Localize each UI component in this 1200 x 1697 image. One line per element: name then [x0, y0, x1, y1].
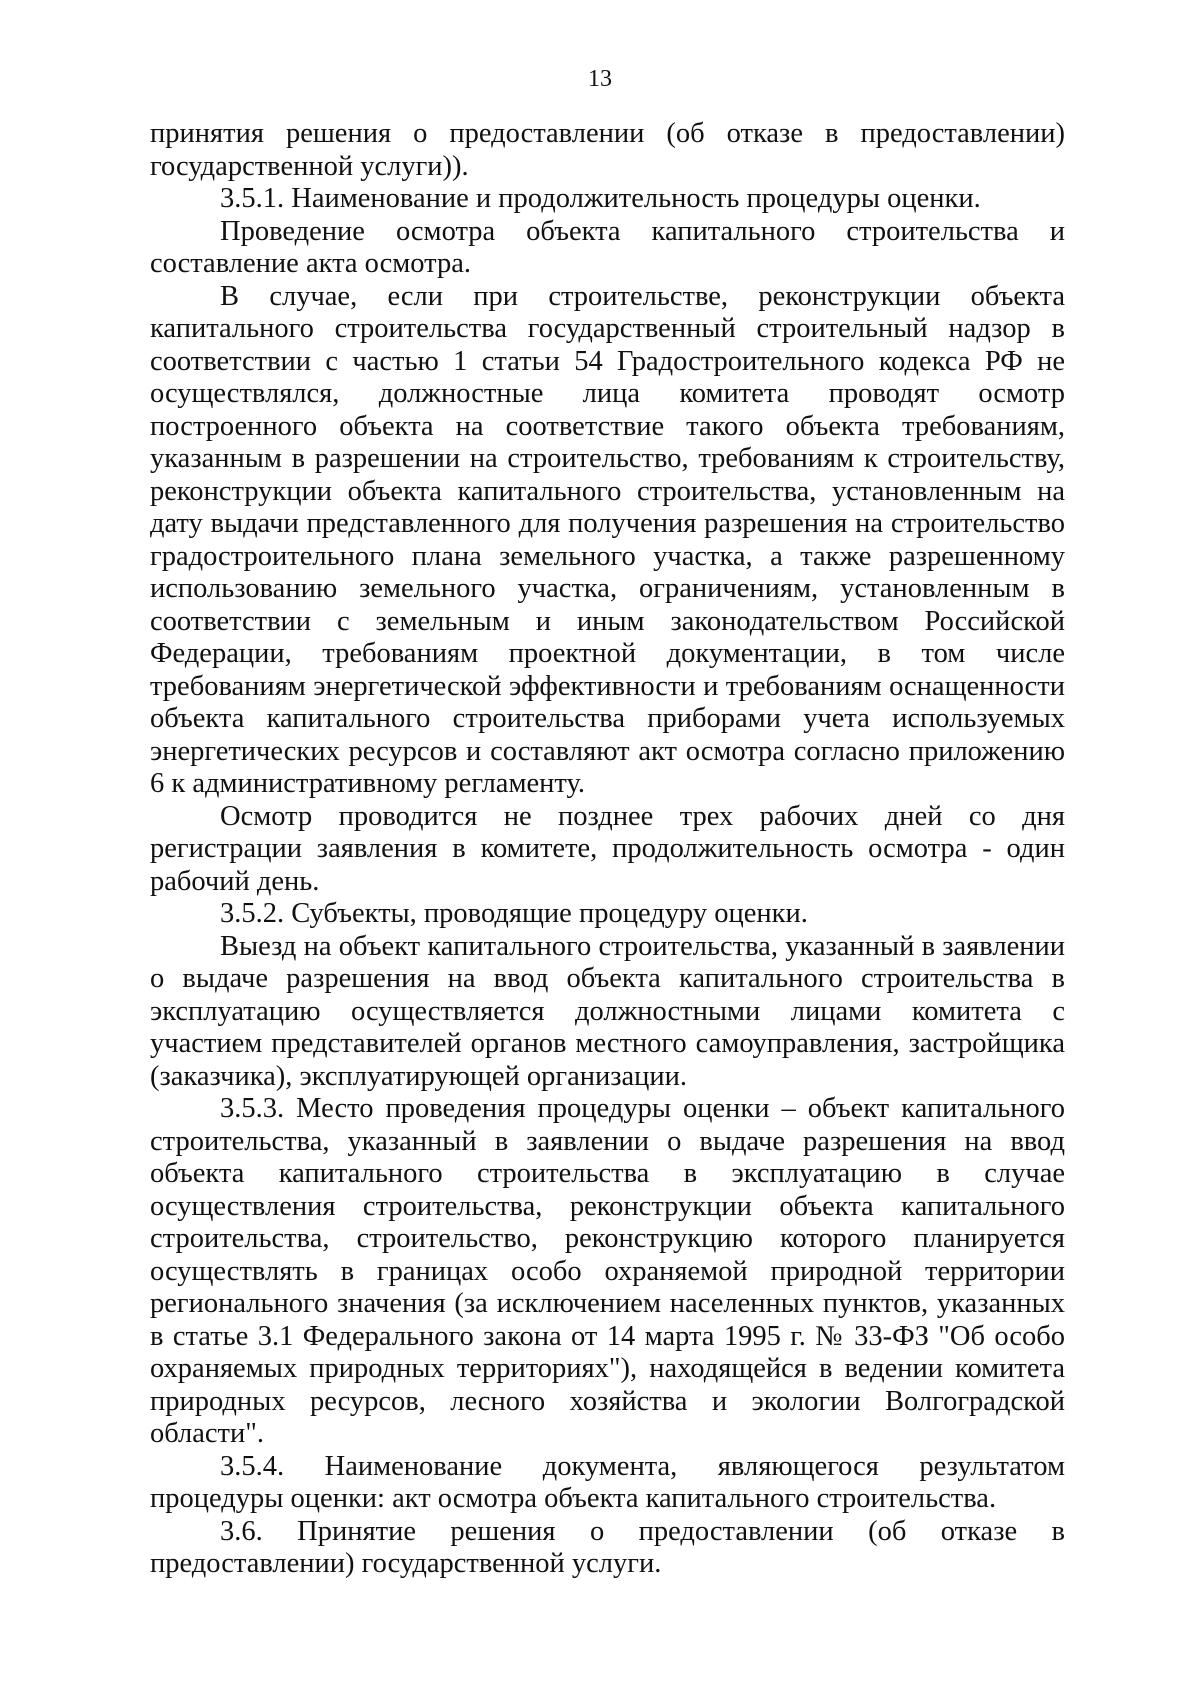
section-3-6: 3.6. Принятие решения о предоставлении (об отказе в предоставлении) государственной услуги.	[150, 1515, 1065, 1579]
section-heading-3-5-2: 3.5.2. Субъекты, проводящие процедуру оценки.	[220, 898, 808, 929]
paragraph-inspection: Проведение осмотра объекта капитального строительства и составление акта осмотра.	[150, 215, 1065, 279]
document-body	[150, 118, 1065, 1581]
section-3-5-3: 3.5.3. Место проведения процедуры оценки – объект капитального строительства, указанный в заявлении о выдаче разрешения на ввод объекта капитального строительства в эксплуатацию в случае осуществления строительства, реконструкции объекта капитального строительства, строительство, реконструкцию которого планируется осуществлять в границах особо охраняемой природной территории регионального значения (за исключением населенных пунктов, указанных в статье 3.1 Федерального закона от 14 марта 1995 г. № 33-ФЗ "Об особо охраняемых природных территориях"), находящейся в ведении комитета природных ресурсов, лесного хозяйства и экологии Волгоградской области".	[150, 1093, 1065, 1449]
section-3-5-4: 3.5.4. Наименование документа, являющегося результатом процедуры оценки: акт осмотра объекта капитального строительства.	[150, 1450, 1065, 1514]
page-number: 13	[588, 66, 612, 92]
paragraph-site-visit: Выезд на объект капитального строительства, указанный в заявлении о выдаче разрешения на ввод объекта капитального строительства в эксплуатацию осуществляется должностными лицами комитета с участием представителей органов местного самоуправления, застройщика (заказчика), эксплуатирующей организации.	[150, 930, 1065, 1092]
paragraph-inspection-conditions: В случае, если при строительстве, реконструкции объекта капитального строительства государственный строительный надзор в соответствии с частью 1 статьи 54 Градостроительного кодекса РФ не осуществлялся, должностные лица комитета проводят осмотр построенного объекта на соответствие такого объекта требованиям, указанным в разрешении на строительство, требованиям к строительству, реконструкции объекта капитального строительства, установленным на дату выдачи представленного для получения разрешения на строительство градостроительного плана земельного участка, а также разрешенному использованию земельного участка, ограничениям, установленным в соответствии с земельным и иным законодательством Российской Федерации, требованиям проектной документации, в том числе требованиям энергетической эффективности и требованиям оснащенности объекта капитального строительства приборами учета используемых энергетических ресурсов и составляют акт осмотра согласно приложению 6 к административному регламенту.	[150, 280, 1065, 799]
paragraph-inspection-deadline: Осмотр проводится не позднее трех рабочих дней со дня регистрации заявления в комитете, продолжительность осмотра - один рабочий день.	[150, 800, 1065, 897]
section-heading-3-5-1: 3.5.1. Наименование и продолжительность процедуры оценки.	[220, 183, 981, 214]
paragraph-continuation: принятия решения о предоставлении (об отказе в предоставлении) государственной услуги)).	[150, 118, 1065, 182]
